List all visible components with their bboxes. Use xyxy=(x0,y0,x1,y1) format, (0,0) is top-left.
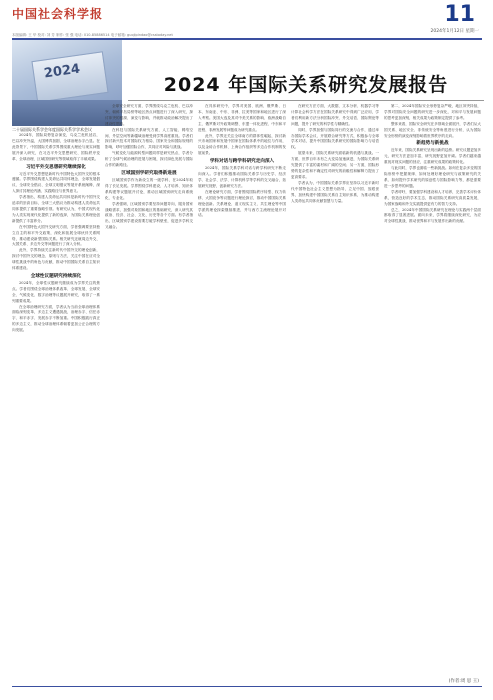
photo-caption: 二十届国际关系学会年度国际关系学学术会议 xyxy=(12,127,92,132)
paragraph: 总之，2024年中国国际关系研究在理论与实践两个层面都取得了显著进展。面向未来，学界将继续深化研究，为应对全球性挑战、推动世界和平与发展作出新的贡献。 xyxy=(384,207,481,224)
paragraph: 区域国别学作为新设立的一级学科，在2024年取得了长足发展。学界围绕学科建设、人才培养、知识体系构建等议题展开讨论，推动区域国别研究走向系统化、专业化。 xyxy=(105,177,193,200)
paragraph: 在理论研究方面，学者围绕国际秩序转型、权力转移、大国竞争等议题进行理论探讨，推动中国国际关系理论创新。关系理论、道义现实主义、共生理论等中国学派的理论探索继续推进，并与西方主流理论展开对话。 xyxy=(198,189,286,218)
headline-divider xyxy=(128,100,484,101)
paragraph: 在科技与国际关系研究方面，人工智能、网络空间、外层空间等新疆域治理受到学界高度重视。学者们探讨新兴技术对国际权力格局、国家安全和国际规则的影响，呼吁加强国际合作，共同应对风险与挑战。 xyxy=(105,127,193,150)
paragraph: 与此同时，学界也面临一些新挑战。如何在复杂多变的国际形势中把握规律、如何处理好理论研究与政策研究的关系、如何提升学术研究的原创性与国际影响力等，都是需要进一步思考的问题。 xyxy=(384,166,481,188)
paragraph: 近年来，国际关系研究呈现出新的趋势。研究议题更加多元，研究方法更加丰富，研究视野更加开阔。学者们越来越重视对现实问题的回应，注重研究成果的政策转化。 xyxy=(384,148,481,165)
section-heading: 区域国别学研究取得新进展 xyxy=(121,170,177,176)
paragraph: 全球安全研究方面，学界围绕乌克兰危机、巴以冲突、朝鲜半岛局势等地区热点问题进行了深入研究，探讨冲突的根源、演变与影响，并就推动政治解决提出了建设性思路。 xyxy=(105,104,193,126)
article-column-4 xyxy=(291,104,379,674)
paragraph: 在全球治理研究方面，学者认为当前全球治理体系面临深刻变革，多边主义遭遇挑战，治理赤字、信任赤字、和平赤字、发展赤字不断加重。中国积极践行真正的多边主义，推动全球治理体系朝着更加公正合理的方向发展。 xyxy=(12,304,100,333)
article-column-5 xyxy=(384,104,481,674)
date-line: 2024年1月12日 星期一 xyxy=(430,29,479,34)
photo-sign-text: 2024 xyxy=(43,61,82,82)
paragraph: 2024年，国际关系学科对话与跨学科研究不断走向深入。学者们积极推动国际关系学与历史学、经济学、社会学、法学、计算机科学等学科的交叉融合，拓展研究视野，创新研究方法。 xyxy=(198,166,286,188)
section-heading: 学科对话与跨学科研究走向深入 xyxy=(209,159,275,165)
paragraph: 学者强调，区域国别学要坚持问题导向，服务国家战略需求，加强对象国和地区的基础研究，深入研究其政治、经济、社会、文化、历史等各个方面。有学者指出，区域国别学建设需要打破学科壁垒，促进多学科交叉融合。 xyxy=(105,201,193,230)
paragraph: 2024年，国际局势复杂演变，乌克兰危机延宕，巴以冲突外溢，大国博弈加剧，全球治理赤字凸显。在此背景下，中国国际关系学界围绕重大理论与现实问题展开深入研究，在习近平外交思想研究、国际秩序变革、全球治理、区域国别研究等领域取得了丰硕成果。 xyxy=(12,133,100,161)
paragraph: 同时，学界加强与国际同行的交流与合作，通过举办国际学术会议、开展联合研究等方式，积极参与全球学术对话，提升中国国际关系研究的国际影响力与话语权。 xyxy=(291,127,379,150)
paragraph: 在研究方法方面，大数据、文本分析、机器学习等计算社会科学方法在国际关系研究中得到广泛应用，学者们利用新方法分析国际冲突、外交话语、国际舆论等问题，提升了研究的科学性与精确性。 xyxy=(291,104,379,126)
page-number: 11 xyxy=(444,2,475,27)
paragraph: 气候变化与能源转型问题同样是研究热点，学者分析了全球气候治理的进展与困境，探讨绿色发展与国际合作的新路径。 xyxy=(105,151,193,168)
paragraph: 学者认为，中国国际关系学界应坚持以习近平新时代中国特色社会主义思想为指导，立足中国、放眼世界，加快构建中国国际关系自主知识体系，为推动构建人类命运共同体贡献智慧与力量。 xyxy=(291,180,379,203)
page-headline: 2024 年国际关系研究发展报告 xyxy=(163,74,449,96)
bottom-divider xyxy=(12,686,482,687)
article-column-3 xyxy=(198,104,286,674)
paragraph: 在具体研究中，学界对美国、欧洲、俄罗斯、日本、东南亚、中东、非洲、拉美等国家和地区进行了深入考察。美国大选及其对中美关系的影响、欧洲战略自主、俄罗斯对外政策调整、东盟一体化进程、中东和平进程、非洲发展等问题成为研究重点。 xyxy=(198,104,286,132)
paragraph: 习近平外交思想是新时代中国特色大国外交的根本遵循。学界围绕构建人类命运共同体理念、全球发展倡议、全球安全倡议、全球文明倡议等展开系统阐释，深入探讨其理论内涵、实践路径与世界意义。 xyxy=(12,171,100,194)
editor-info: 本版编辑: 王 华 校对: 刘 芳 制作: 张 强 电话: 010-85886514 电子邮箱: guojipindao@csstoday.net xyxy=(12,33,173,37)
paragraph: 2024年，全球性议题研究继续成为学界关注的焦点。学者们围绕全球治理体系改革、全球发展、全球安全、气候变化、数字治理等议题展开研究，取得了一系列重要成果。 xyxy=(12,280,100,303)
author-byline: (作者:周 思 王) xyxy=(448,679,479,684)
newspaper-logo: 中国社会科学报 xyxy=(12,7,104,21)
masthead xyxy=(0,0,493,32)
paragraph: 在中国特色大国外交研究方面，学者强调要坚持独立自主的和平外交政策，深化和拓展全球伙伴关系网络，推动建设新型国际关系。相关研究还就周边外交、大国关系、多边外交等问题进行了深入分析。 xyxy=(12,224,100,247)
paragraph: 整体来看，国际安全研究在多领域全面展开，学者们从大国关系、地区安全、非传统安全等角度进行分析，认为国际安全形势的演变深刻影响着世界秩序的走向。 xyxy=(384,121,481,138)
article-column-2 xyxy=(105,104,193,674)
section-heading: 新趋势与新挑战 xyxy=(416,141,449,147)
section-heading: 习近平外交思想研究继续深化 xyxy=(26,164,86,170)
paragraph: 此外，学界持续关注新时代中国外交的理论创新，探讨中国外交的理念、原则与方法，关注中国在应对全球性挑战中的角色与贡献，推动中国国际关系自主知识体系建设。 xyxy=(12,248,100,271)
paragraph: 展望未来，国际关系研究面临新的机遇与挑战。一方面，世界百年未有之大变局加速演进，为国际关系研究提供了丰富的素材和广阔的空间；另一方面，国际形势的复杂性和不确定性对研究的前瞻性和解释力提出了更高要求。 xyxy=(291,151,379,179)
paragraph: 学者指出，构建人类命运共同体是新时代中国外交追求的崇高目标，全球三大倡议为推动构建人类命运共同体提供了重要战略引领。有研究认为，中国式现代化为人类实现现代化提供了新的选择，为国际关系理论创新提供了丰富养分。 xyxy=(12,195,100,223)
paragraph: 学者呼吁，要加强学科建设和人才培养，完善学术评价体系，营造良好的学术生态，推动国际关系研究高质量发展，为国家战略和外交实践提供更有力的智力支持。 xyxy=(384,189,481,206)
paragraph: 此外，学界还关注全球南方的群体性崛起，探讨新兴市场国家和发展中国家在国际体系中的地位与作用，以及金砖合作机制、上海合作组织等多边合作机制的发展前景。 xyxy=(198,133,286,156)
article-column-1 xyxy=(12,133,100,673)
paragraph: 第二，2024年国际安全形势复杂严峻，地区冲突持续，学界对国际安全问题的研究进一步深化，对和平与发展问题的思考更加深刻，相关成果为政策制定提供了参考。 xyxy=(384,104,481,120)
section-heading: 全球性议题研究持续深化 xyxy=(30,273,82,279)
